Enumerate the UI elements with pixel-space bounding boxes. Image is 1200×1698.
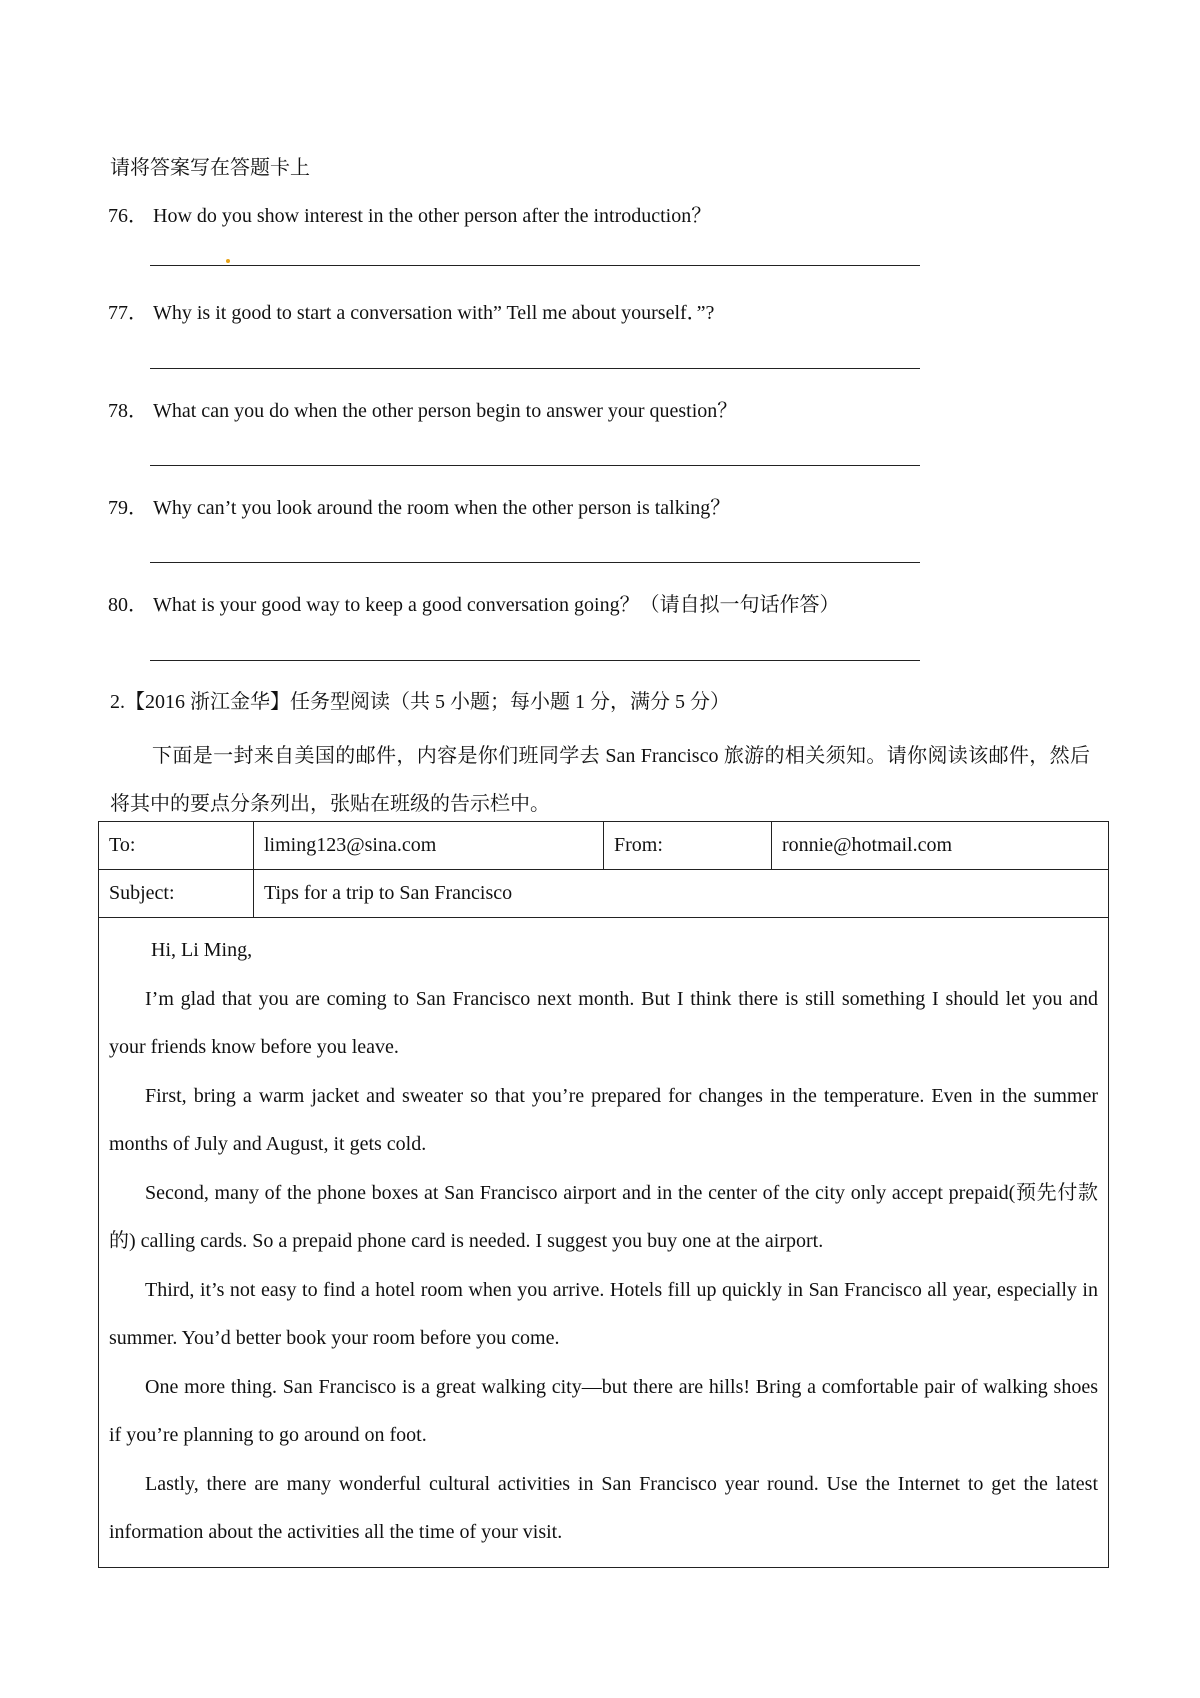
- question-76: [108, 202, 711, 230]
- from-label: From:: [604, 822, 772, 870]
- email-paragraph: Second, many of the phone boxes at San Francisco airport and in the center of the city only accept prepaid(预先付款的) calling cards. So a prepaid phone card is needed. I suggest you buy one at the airport.: [109, 1181, 1098, 1252]
- from-address: ronnie@hotmail.com: [772, 822, 1109, 870]
- email-body: [99, 918, 1109, 1568]
- question-80: [108, 591, 840, 619]
- question-text: Why can’t you look around the room when the other person is talking？: [153, 497, 731, 519]
- section-intro: 下面是一封来自美国的邮件，内容是你们班同学去 San Francisco 旅游的相关须知。请你阅读该邮件，然后将其中的要点分条列出，张贴在班级的告示栏中。: [110, 745, 1090, 815]
- email-subject-row: [99, 870, 1109, 918]
- question-77: [108, 299, 714, 327]
- question-text: Why is it good to start a conversation with” Tell me about yourself．”?: [153, 302, 715, 324]
- email-table: [98, 821, 1109, 1568]
- email-header-row: [99, 822, 1109, 870]
- email-paragraph: Lastly, there are many wonderful cultural activities in San Francisco year round. Use the Internet to get the latest information about the activities all the time of your visit.: [109, 1472, 1098, 1543]
- question-text: How do you show interest in the other person after the introduction？: [153, 205, 712, 227]
- email-paragraph: I’m glad that you are coming to San Francisco next month. But I think there is still something I should let you and your friends know before you leave.: [109, 987, 1098, 1058]
- section-title: 2.【2016 浙江金华】任务型阅读（共 5 小题；每小题 1 分，满分 5 分）: [110, 691, 730, 713]
- question-number: 80．: [108, 594, 148, 616]
- question-number: 76．: [108, 205, 148, 227]
- question-79: [108, 494, 730, 522]
- question-text: What is your good way to keep a good conversation going？（请自拟一句话作答）: [153, 594, 840, 616]
- question-number: 78．: [108, 400, 148, 422]
- question-78: [108, 397, 737, 425]
- to-label: To:: [99, 822, 254, 870]
- answer-line-76[interactable]: [150, 265, 920, 266]
- email-paragraph: First, bring a warm jacket and sweater so that you’re prepared for changes in the temperature. Even in the summer months of July and August, it gets cold.: [109, 1084, 1098, 1155]
- subject-value: Tips for a trip to San Francisco: [254, 870, 1109, 918]
- orange-dot-mark: [226, 259, 230, 263]
- question-text: What can you do when the other person begin to answer your question？: [153, 400, 738, 422]
- email-body-row: [99, 918, 1109, 1568]
- answer-line-78[interactable]: [150, 465, 920, 466]
- answer-line-80[interactable]: [150, 660, 920, 661]
- answer-line-77[interactable]: [150, 368, 920, 369]
- answer-line-79[interactable]: [150, 562, 920, 563]
- subject-label: Subject:: [99, 870, 254, 918]
- to-address: liming123@sina.com: [254, 822, 604, 870]
- email-greeting: Hi, Li Ming,: [151, 939, 253, 961]
- email-paragraph: Third, it’s not easy to find a hotel room when you arrive. Hotels fill up quickly in San Francisco all year, especially in summer. You’d better book your room before you come.: [109, 1278, 1098, 1349]
- instruction-note: 请将答案写在答题卡上: [110, 157, 310, 179]
- question-number: 79．: [108, 497, 148, 519]
- email-paragraph: One more thing. San Francisco is a great walking city—but there are hills! Bring a comfortable pair of walking shoes if you’re planning to go around on foot.: [109, 1375, 1098, 1446]
- question-number: 77．: [108, 302, 148, 324]
